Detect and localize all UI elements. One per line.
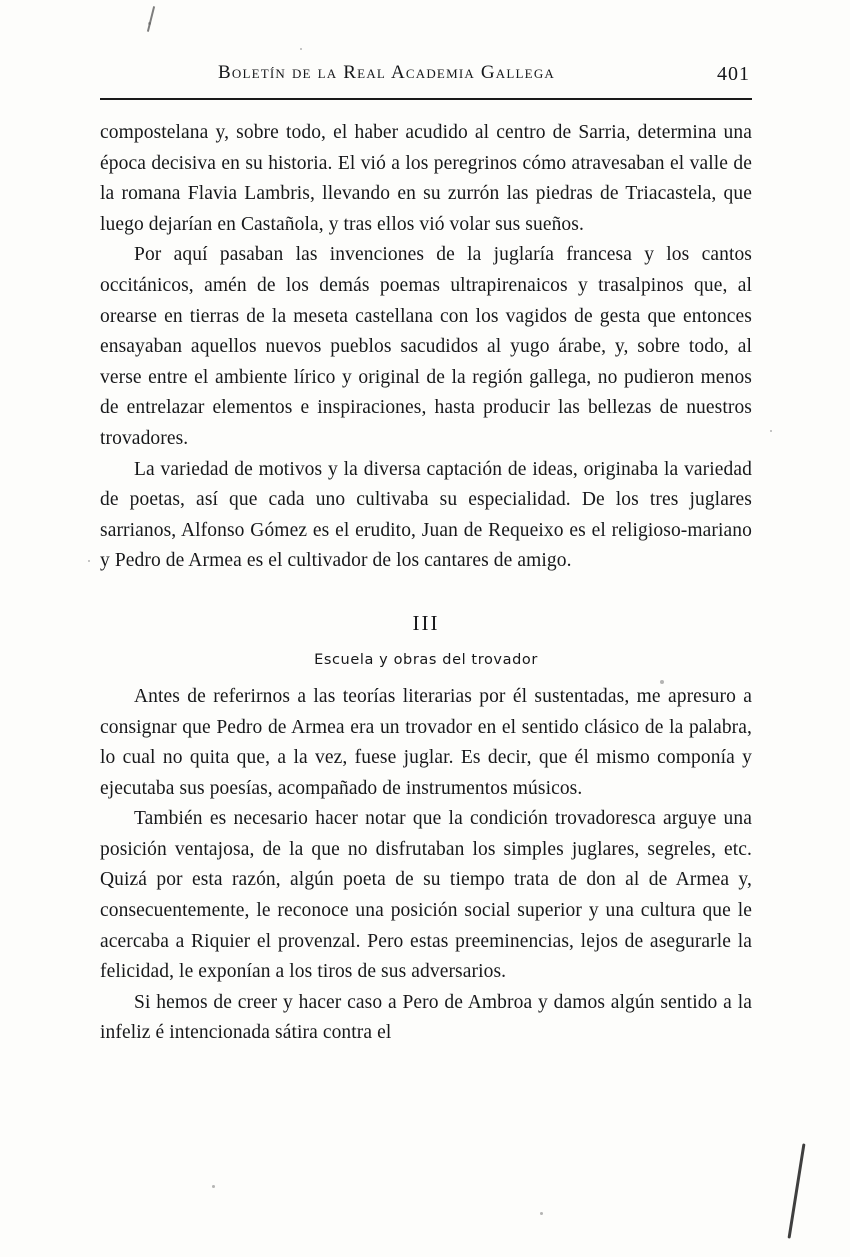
header-rule (100, 98, 752, 100)
speckle (300, 48, 302, 50)
paragraph: Por aquí pasaban las invenciones de la juglaría francesa y los cantos occitánicos, amén de los demás poemas ultrapirenaicos y trasalpinos que, al orearse en tierras de la meseta castellana con los vagidos de gesta que entonces ensayaban aquellos nuevos pueblos sacudidos al yugo árabe, y, sobre todo, al verse entre el ambiente lírico y original de la región gallega, no pudieron menos de entrelazar elementos e inspiraciones, hasta producir las bellezas de nuestros trovadores. (100, 244, 752, 449)
speckle (148, 22, 151, 25)
running-head-title: Boletín de la Real Academia Gallega (218, 62, 555, 83)
section-number: III (412, 610, 440, 635)
paragraph: La variedad de motivos y la diversa captación de ideas, originaba la variedad de poetas, así que cada uno cultivaba su especialidad. De los tres juglares sarrianos, Alfonso Gómez es el erudito, Juan de Requeixo es el religioso-mariano y Pedro de Armea es el cultivador de los cantares de amigo. (100, 458, 752, 572)
page-edge-artifact (788, 1143, 806, 1238)
page-header (100, 62, 750, 96)
paragraph: Si hemos de creer y hacer caso a Pero de Ambroa y damos algún sentido a la infeliz é intencionada sátira contra el (100, 991, 752, 1044)
page-body (100, 118, 752, 1049)
page-number: 401 (717, 63, 750, 85)
speckle (212, 1185, 215, 1188)
speckle (540, 1212, 543, 1215)
speckle (88, 560, 90, 562)
speckle (770, 430, 772, 432)
paragraph: También es necesario hacer notar que la condición trovadoresca arguye una posición ventajosa, de la que no disfrutaban los simples juglares, segreles, etc. Quizá por esta razón, algún poeta de su tiempo trata de don al de Armea y, consecuentemente, le reconoce una posición social superior y una cultura que le acercaba a Riquier el provenzal. Pero estas preeminencias, lejos de asegurarle la felicidad, le exponían a los tiros de sus adversarios. (100, 808, 752, 983)
scan-artifact-mark (147, 6, 155, 32)
paragraph: compostelana y, sobre todo, el haber acudido al centro de Sarria, determina una época decisiva en su historia. El vió a los peregrinos cómo atravesaban el valle de la romana Flavia Lambris, llevando en su zurrón las piedras de Triacastela, que luego dejarían en Castañola, y tras ellos vió volar sus sueños. (100, 122, 752, 235)
paragraph: Antes de referirnos a las teorías literarias por él sustentadas, me apresuro a consignar que Pedro de Armea era un trovador en el sentido clásico de la palabra, lo cual no quita que, a la vez, fuese juglar. Es decir, que él mismo componía y ejecutaba sus poesías, acompañado de instrumentos músicos. (100, 685, 752, 799)
section-subtitle: Escuela y obras del trovador (314, 651, 538, 668)
speckle (660, 680, 664, 684)
